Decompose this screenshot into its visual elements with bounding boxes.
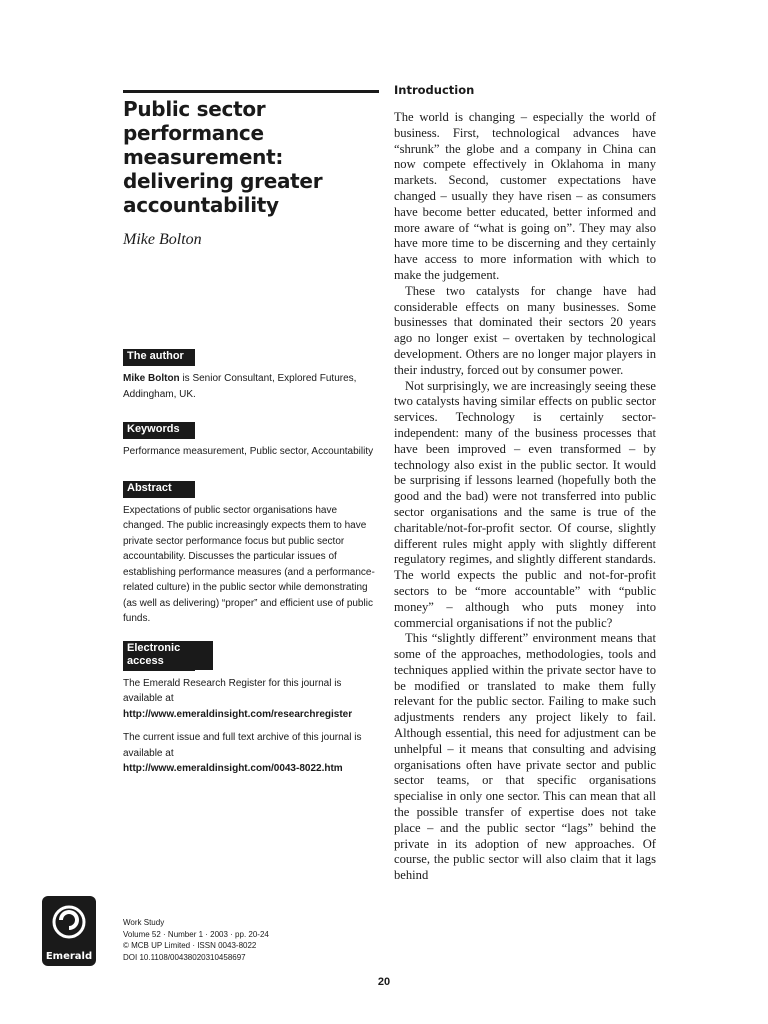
journal-copyright: © MCB UP Limited · ISSN 0043-8022 [123, 941, 257, 950]
abstract-text: Expectations of public sector organisations have changed. The public increasingly expects them to have private sector performance focus but public sector accountability. Discusses the particular issues of establishing performance measures (and a performance-related culture) in the public sector while demonstrating (as well as delivering) “proper” and efficient use of public funds. [123, 504, 375, 624]
title-rule [123, 90, 379, 93]
electronic-access-label: Electronic access [123, 641, 213, 670]
section-rule [123, 365, 195, 366]
section-rule [123, 497, 195, 498]
introduction-body [394, 110, 656, 884]
emerald-logo [42, 896, 96, 966]
page-number: 20 [377, 976, 391, 988]
section-rule [123, 438, 195, 439]
emerald-logo-text: Emerald [45, 951, 93, 962]
keywords-section-label: Keywords [123, 422, 195, 438]
research-register-link[interactable]: http://www.emeraldinsight.com/researchregister [123, 708, 353, 720]
abstract-section-label: Abstract [123, 481, 195, 497]
journal-doi: DOI 10.1108/00438020310458697 [123, 952, 246, 962]
keywords-text: Performance measurement, Public sector, Accountability [123, 446, 374, 457]
paragraph: Not surprisingly, we are increasingly seeing these two catalysts having similar effects on public sector services. Technology is certainly sector-independent: many of the business processes that have been improved – even transformed – by technology also exist in the public sector. It would be surprising if lessons learned (hopefully both the good and the bad) were not transferred into public sector organisations and the same is true of the charitable/not-for-profit sector. Of course, slightly different rules might apply with slightly different regulatory regimes, and slightly different standards. The world expects the public and not-for-profit sectors to be “more accountable” with “public money” – although who puts money into commercial organisations if not the public? [394, 378, 656, 630]
access-text-2: The current issue and full text archive of this journal is available at [123, 732, 362, 759]
paragraph: These two catalysts for change have had considerable effects on many businesses. Some businesses that dominated their sectors 20 years ago no longer exist – overtaken by technological development. Others are no longer major players in their industry, forced out by consumer power. [394, 283, 656, 377]
author-bio-text: is Senior Consultant, Explored Futures, Addingham, UK. [123, 373, 357, 400]
journal-volume: Volume 52 · Number 1 · 2003 · pp. 20-24 [123, 929, 269, 939]
access-text-1: The Emerald Research Register for this journal is available at [123, 677, 342, 704]
author-bio [123, 371, 379, 402]
section-rule [123, 670, 195, 671]
article-author: Mike Bolton [123, 231, 202, 248]
electronic-access-section [123, 641, 379, 777]
emerald-logo-icon [42, 896, 96, 966]
left-column [123, 90, 379, 777]
right-column [394, 82, 656, 884]
introduction-heading: Introduction [394, 83, 475, 97]
journal-info [123, 917, 323, 963]
author-section-label: The author [123, 349, 195, 365]
paragraph: The world is changing – especially the world of business. First, technological advances have “shrunk” the globe and a company in China can now compete effectively in Oklahoma in many markets. Second, customer expectations have changed – usually they have risen – as consumers have become better educated, better informed and more aware of “what is going on”. They may also have more time to be discerning and they certainly have access to more information with which to make the judgement. [394, 110, 656, 282]
abstract-section [123, 478, 379, 627]
journal-archive-link[interactable]: http://www.emeraldinsight.com/0043-8022.htm [123, 763, 343, 774]
author-section [123, 346, 379, 402]
keywords-section [123, 419, 379, 460]
article-title: Public sector performance measurement: delivering greater accountability [123, 97, 323, 217]
author-bio-name: Mike Bolton [123, 373, 180, 384]
journal-name: Work Study [123, 918, 165, 927]
paragraph: This “slightly different” environment means that some of the approaches, methodologies, tools and techniques applied within the private sector have to be modified or translated to make them fully relevant for the public sector. Failing to make such adjustments renders any project likely to fail. Although essential, this need for adjustment can be unhelpful – it means that consulting and advising organisations often have private sector and public sector teams, or that specific organisations specialise in only one sector. This can mean that all the possible transfer of expertise does not take place – and the public sector “lags” behind the private in its adoption of new approaches. Of course, the public sector will also claim that it lags behind [394, 631, 656, 883]
